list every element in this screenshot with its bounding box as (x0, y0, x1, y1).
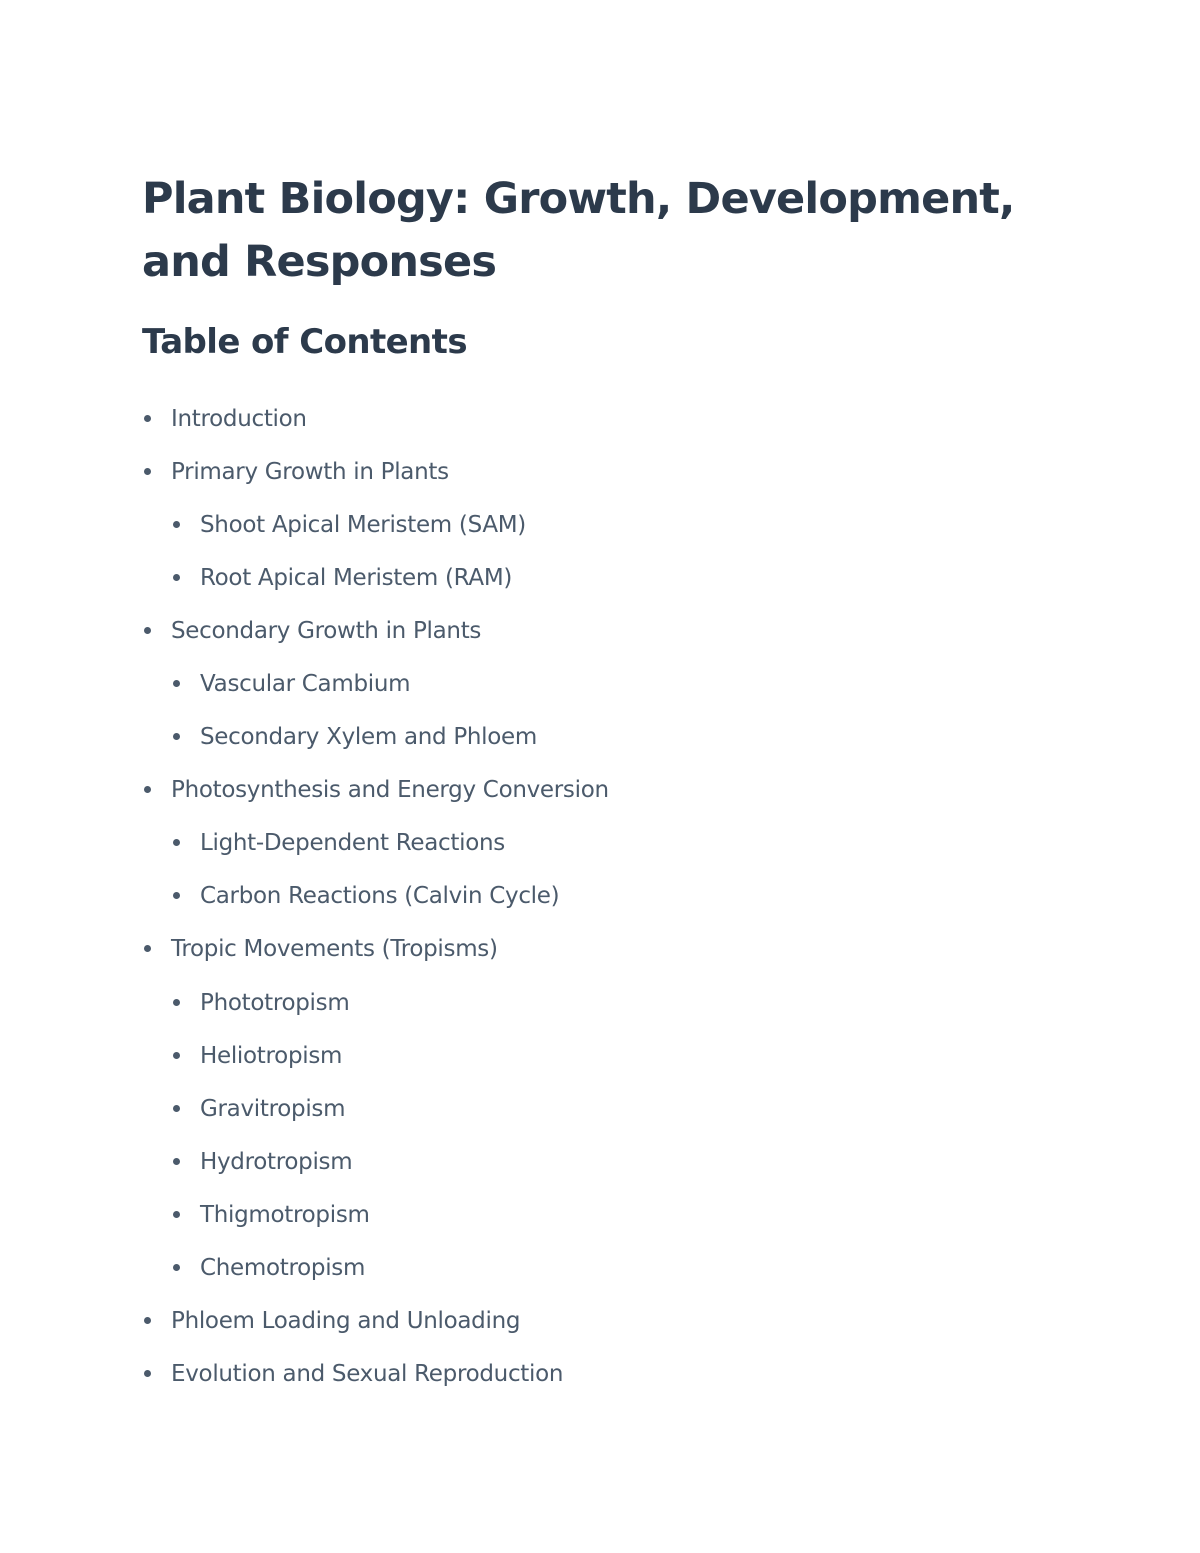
toc-item[interactable] (142, 1029, 1062, 1082)
bullet-icon (173, 892, 180, 899)
bullet-icon (144, 786, 151, 793)
document-page (142, 168, 1062, 1401)
bullet-icon (144, 945, 151, 952)
bullet-icon (173, 1105, 180, 1112)
toc-item-label: Shoot Apical Meristem (SAM) (200, 511, 526, 538)
toc-item-label: Introduction (171, 405, 307, 432)
toc-item-label: Tropic Movements (Tropisms) (171, 936, 498, 963)
bullet-icon (173, 521, 180, 528)
toc-item[interactable] (142, 498, 1062, 551)
toc-item[interactable] (142, 870, 1062, 923)
toc-item[interactable] (142, 551, 1062, 604)
bullet-icon (173, 1264, 180, 1271)
toc-item-label: Primary Growth in Plants (171, 458, 449, 485)
toc-item[interactable] (142, 657, 1062, 710)
toc-item[interactable] (142, 1135, 1062, 1188)
toc-item-label: Carbon Reactions (Calvin Cycle) (200, 883, 560, 910)
bullet-icon (173, 1052, 180, 1059)
toc-item-label: Thigmotropism (200, 1201, 370, 1228)
table-of-contents (142, 392, 1062, 1401)
toc-item[interactable] (142, 604, 1062, 657)
toc-item-label: Vascular Cambium (200, 671, 411, 698)
bullet-icon (173, 1158, 180, 1165)
toc-item[interactable] (142, 1082, 1062, 1135)
bullet-icon (173, 733, 180, 740)
toc-item[interactable] (142, 445, 1062, 498)
toc-item-label: Gravitropism (200, 1095, 346, 1122)
toc-item[interactable] (142, 392, 1062, 445)
toc-item-label: Photosynthesis and Energy Conversion (171, 777, 609, 804)
toc-heading: Table of Contents (142, 322, 467, 362)
bullet-icon (173, 574, 180, 581)
bullet-icon (144, 627, 151, 634)
toc-item-label: Phototropism (200, 989, 350, 1016)
toc-item[interactable] (142, 1348, 1062, 1401)
toc-item[interactable] (142, 1295, 1062, 1348)
bullet-icon (144, 1317, 151, 1324)
bullet-icon (144, 415, 151, 422)
document-title: Plant Biology: Growth, Development, and Responses (142, 174, 1015, 287)
toc-item-label: Light-Dependent Reactions (200, 830, 505, 857)
toc-item-label: Secondary Xylem and Phloem (200, 724, 537, 751)
toc-item[interactable] (142, 711, 1062, 764)
bullet-icon (144, 468, 151, 475)
toc-item[interactable] (142, 1242, 1062, 1295)
toc-item[interactable] (142, 817, 1062, 870)
toc-item[interactable] (142, 1188, 1062, 1241)
bullet-icon (173, 839, 180, 846)
toc-item[interactable] (142, 976, 1062, 1029)
toc-item-label: Evolution and Sexual Reproduction (171, 1361, 564, 1388)
toc-item-label: Root Apical Meristem (RAM) (200, 564, 513, 591)
bullet-icon (144, 1370, 151, 1377)
bullet-icon (173, 999, 180, 1006)
toc-item[interactable] (142, 764, 1062, 817)
toc-item-label: Secondary Growth in Plants (171, 617, 482, 644)
toc-item-label: Chemotropism (200, 1255, 366, 1282)
toc-item[interactable] (142, 923, 1062, 976)
bullet-icon (173, 1211, 180, 1218)
toc-item-label: Heliotropism (200, 1042, 343, 1069)
toc-item-label: Phloem Loading and Unloading (171, 1308, 521, 1335)
toc-item-label: Hydrotropism (200, 1148, 353, 1175)
bullet-icon (173, 680, 180, 687)
